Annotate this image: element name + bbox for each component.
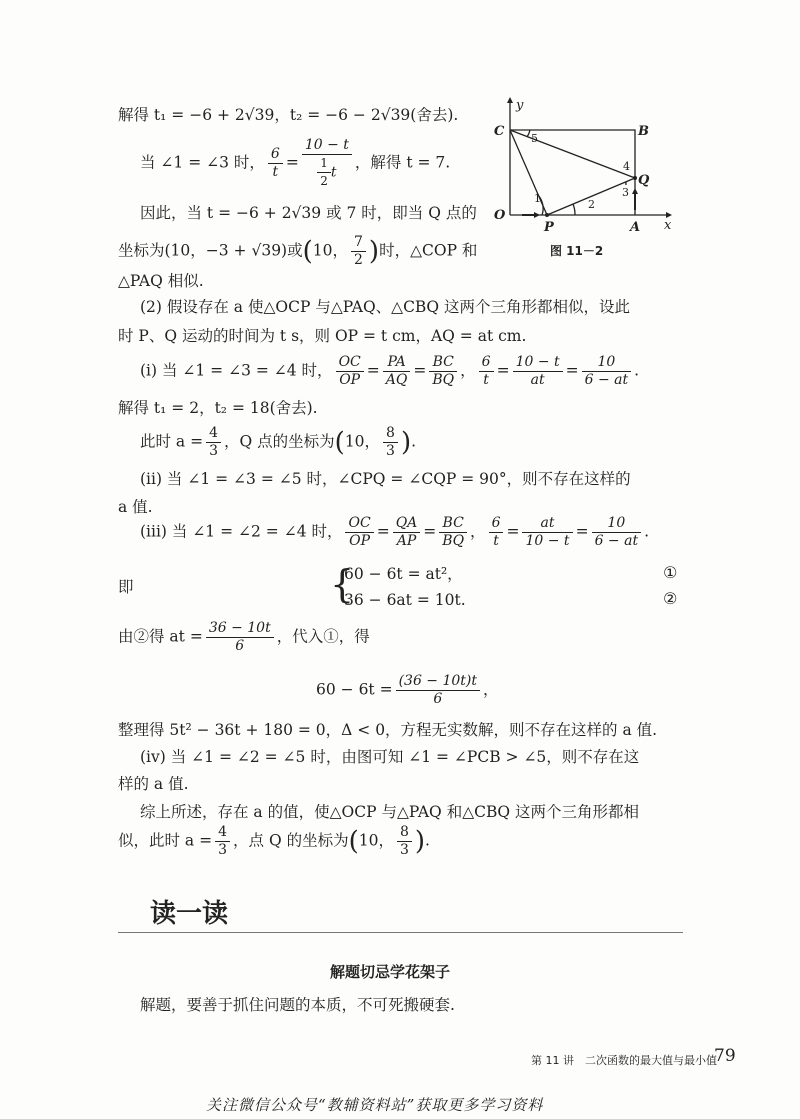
solution-line-6: (2) 假设存在 a 使△OCP 与△PAQ、△CBQ 这两个三角形都相似，设此 — [140, 298, 630, 316]
solution-line-19: 综上所述，存在 a 的值，使△OCP 与△PAQ 和△CBQ 这两个三角形都相 — [140, 803, 639, 821]
promo-note: 关注微信公众号“教辅资料站”获取更多学习资料 — [206, 1096, 544, 1114]
solution-line-20: 似，此时 a = $\frac{4}{3}$ ，点 Q 的坐标为(10， $\frac{8}{3}$ ). — [118, 824, 430, 858]
fraction: 10 − t $\frac{1}{2}$ t — [302, 137, 352, 190]
text: ，解得 t = 7. — [354, 153, 451, 172]
solution-line-18: 样的 a 值. — [118, 775, 189, 793]
solution-line-15: 60 − 6t = $\frac{(36 - 10t)t}{6}$ ， — [316, 673, 499, 707]
solution-line-13: (iii) 当 ∠1 = ∠2 = ∠4 时， $\frac{OC}{OP}$ = $\frac{QA}{AP}$ = $\frac{BC}{BQ}$ ， $\frac{6}{t}$ = $\frac{at}{10 - t}$ = $\frac{10}{6 - at}$ . — [140, 515, 650, 549]
equation-1: 60 − 6t = at²， — [344, 565, 463, 583]
ji-label: 即 — [118, 578, 134, 596]
svg-text:5: 5 — [531, 132, 538, 145]
label-y: y — [516, 98, 524, 113]
eq-marker-1: ① — [663, 563, 678, 582]
solution-line-12: a 值. — [118, 498, 153, 516]
page-number: 79 — [714, 1046, 736, 1066]
chapter-footer: 第 11 讲 二次函数的最大值与最小值 — [531, 1054, 717, 1067]
label-p: P — [544, 220, 554, 235]
solution-line-8: (i) 当 ∠1 = ∠3 = ∠4 时， $\frac{OC}{OP}$ = $\frac{PA}{AQ}$ = $\frac{BC}{BQ}$ ， $\frac{6}{t}$ = $\frac{10 - t}{at}$ = $\frac{10}{6 - at}$ . — [140, 354, 640, 388]
solution-line-14: 由②得 at = $\frac{36 - 10t}{6}$ ，代入①，得 — [118, 620, 370, 654]
angle-2-arc — [573, 204, 575, 215]
svg-text:2: 2 — [588, 198, 595, 211]
solution-line-16: 整理得 5t² − 36t + 180 = 0，Δ < 0，方程无实数解，则不存在这样的 a 值. — [118, 721, 658, 739]
solution-line-2: 当 ∠1 = ∠3 时， $\frac{6}{t}$ = 10 − t $\frac{1}{2}$ t ，解得 t = 7. — [140, 137, 451, 188]
label-b: B — [638, 124, 649, 139]
equation-2: 36 − 6at = 10t. — [344, 591, 466, 609]
eq-marker-2: ② — [663, 589, 678, 608]
solution-line-4: 坐标为(10，−3 + √39)或(10， $\frac{7}{2}$ )时，△COP 和 — [118, 234, 478, 268]
section-subtitle: 解题切忌学花架子 — [330, 963, 451, 981]
svg-text:1: 1 — [534, 192, 541, 205]
text: 当 ∠1 = ∠3 时， — [140, 153, 265, 172]
svg-text:3: 3 — [622, 186, 629, 199]
solution-line-10: 此时 a = $\frac{4}{3}$ ，Q 点的坐标为(10， $\frac{8}{3}$ ). — [140, 425, 417, 459]
solution-line-3: 因此，当 t = −6 + 2√39 或 7 时，即当 Q 点的 — [140, 204, 477, 222]
label-c: C — [494, 124, 505, 139]
section-body: 解题，要善于抓住问题的本质，不可死搬硬套. — [140, 996, 455, 1014]
solution-line-9: 解得 t₁ = 2，t₂ = 18(舍去). — [118, 399, 318, 417]
label-o: O — [494, 208, 506, 223]
solution-line-1: 解得 t₁ = −6 + 2√39，t₂ = −6 − 2√39(舍去). — [118, 106, 459, 124]
figure-caption: 图 11－2 — [550, 244, 604, 258]
segment-cq — [510, 130, 635, 178]
fraction: $\frac{6}{t}$ — [268, 146, 283, 181]
solution-line-5: △PAQ 相似. — [118, 272, 204, 290]
solution-line-7: 时 P、Q 运动的时间为 t s，则 OP = t cm，AQ = at cm. — [118, 327, 527, 345]
figure-11-2 — [480, 95, 680, 265]
label-a: A — [630, 220, 641, 235]
brace: { — [330, 562, 355, 606]
label-x: x — [664, 218, 672, 233]
svg-text:4: 4 — [623, 160, 630, 173]
section-title: 读一读 — [150, 899, 229, 929]
section-divider — [118, 932, 683, 933]
solution-line-17: (iv) 当 ∠1 = ∠2 = ∠5 时，由图可知 ∠1 = ∠PCB > ∠5，则不存在这 — [140, 748, 640, 766]
solution-line-11: (ii) 当 ∠1 = ∠3 = ∠5 时，∠CPQ = ∠CQP = 90°，则不存在这样的 — [140, 470, 631, 488]
angle-5-arc — [527, 130, 530, 137]
label-q: Q — [638, 173, 650, 188]
